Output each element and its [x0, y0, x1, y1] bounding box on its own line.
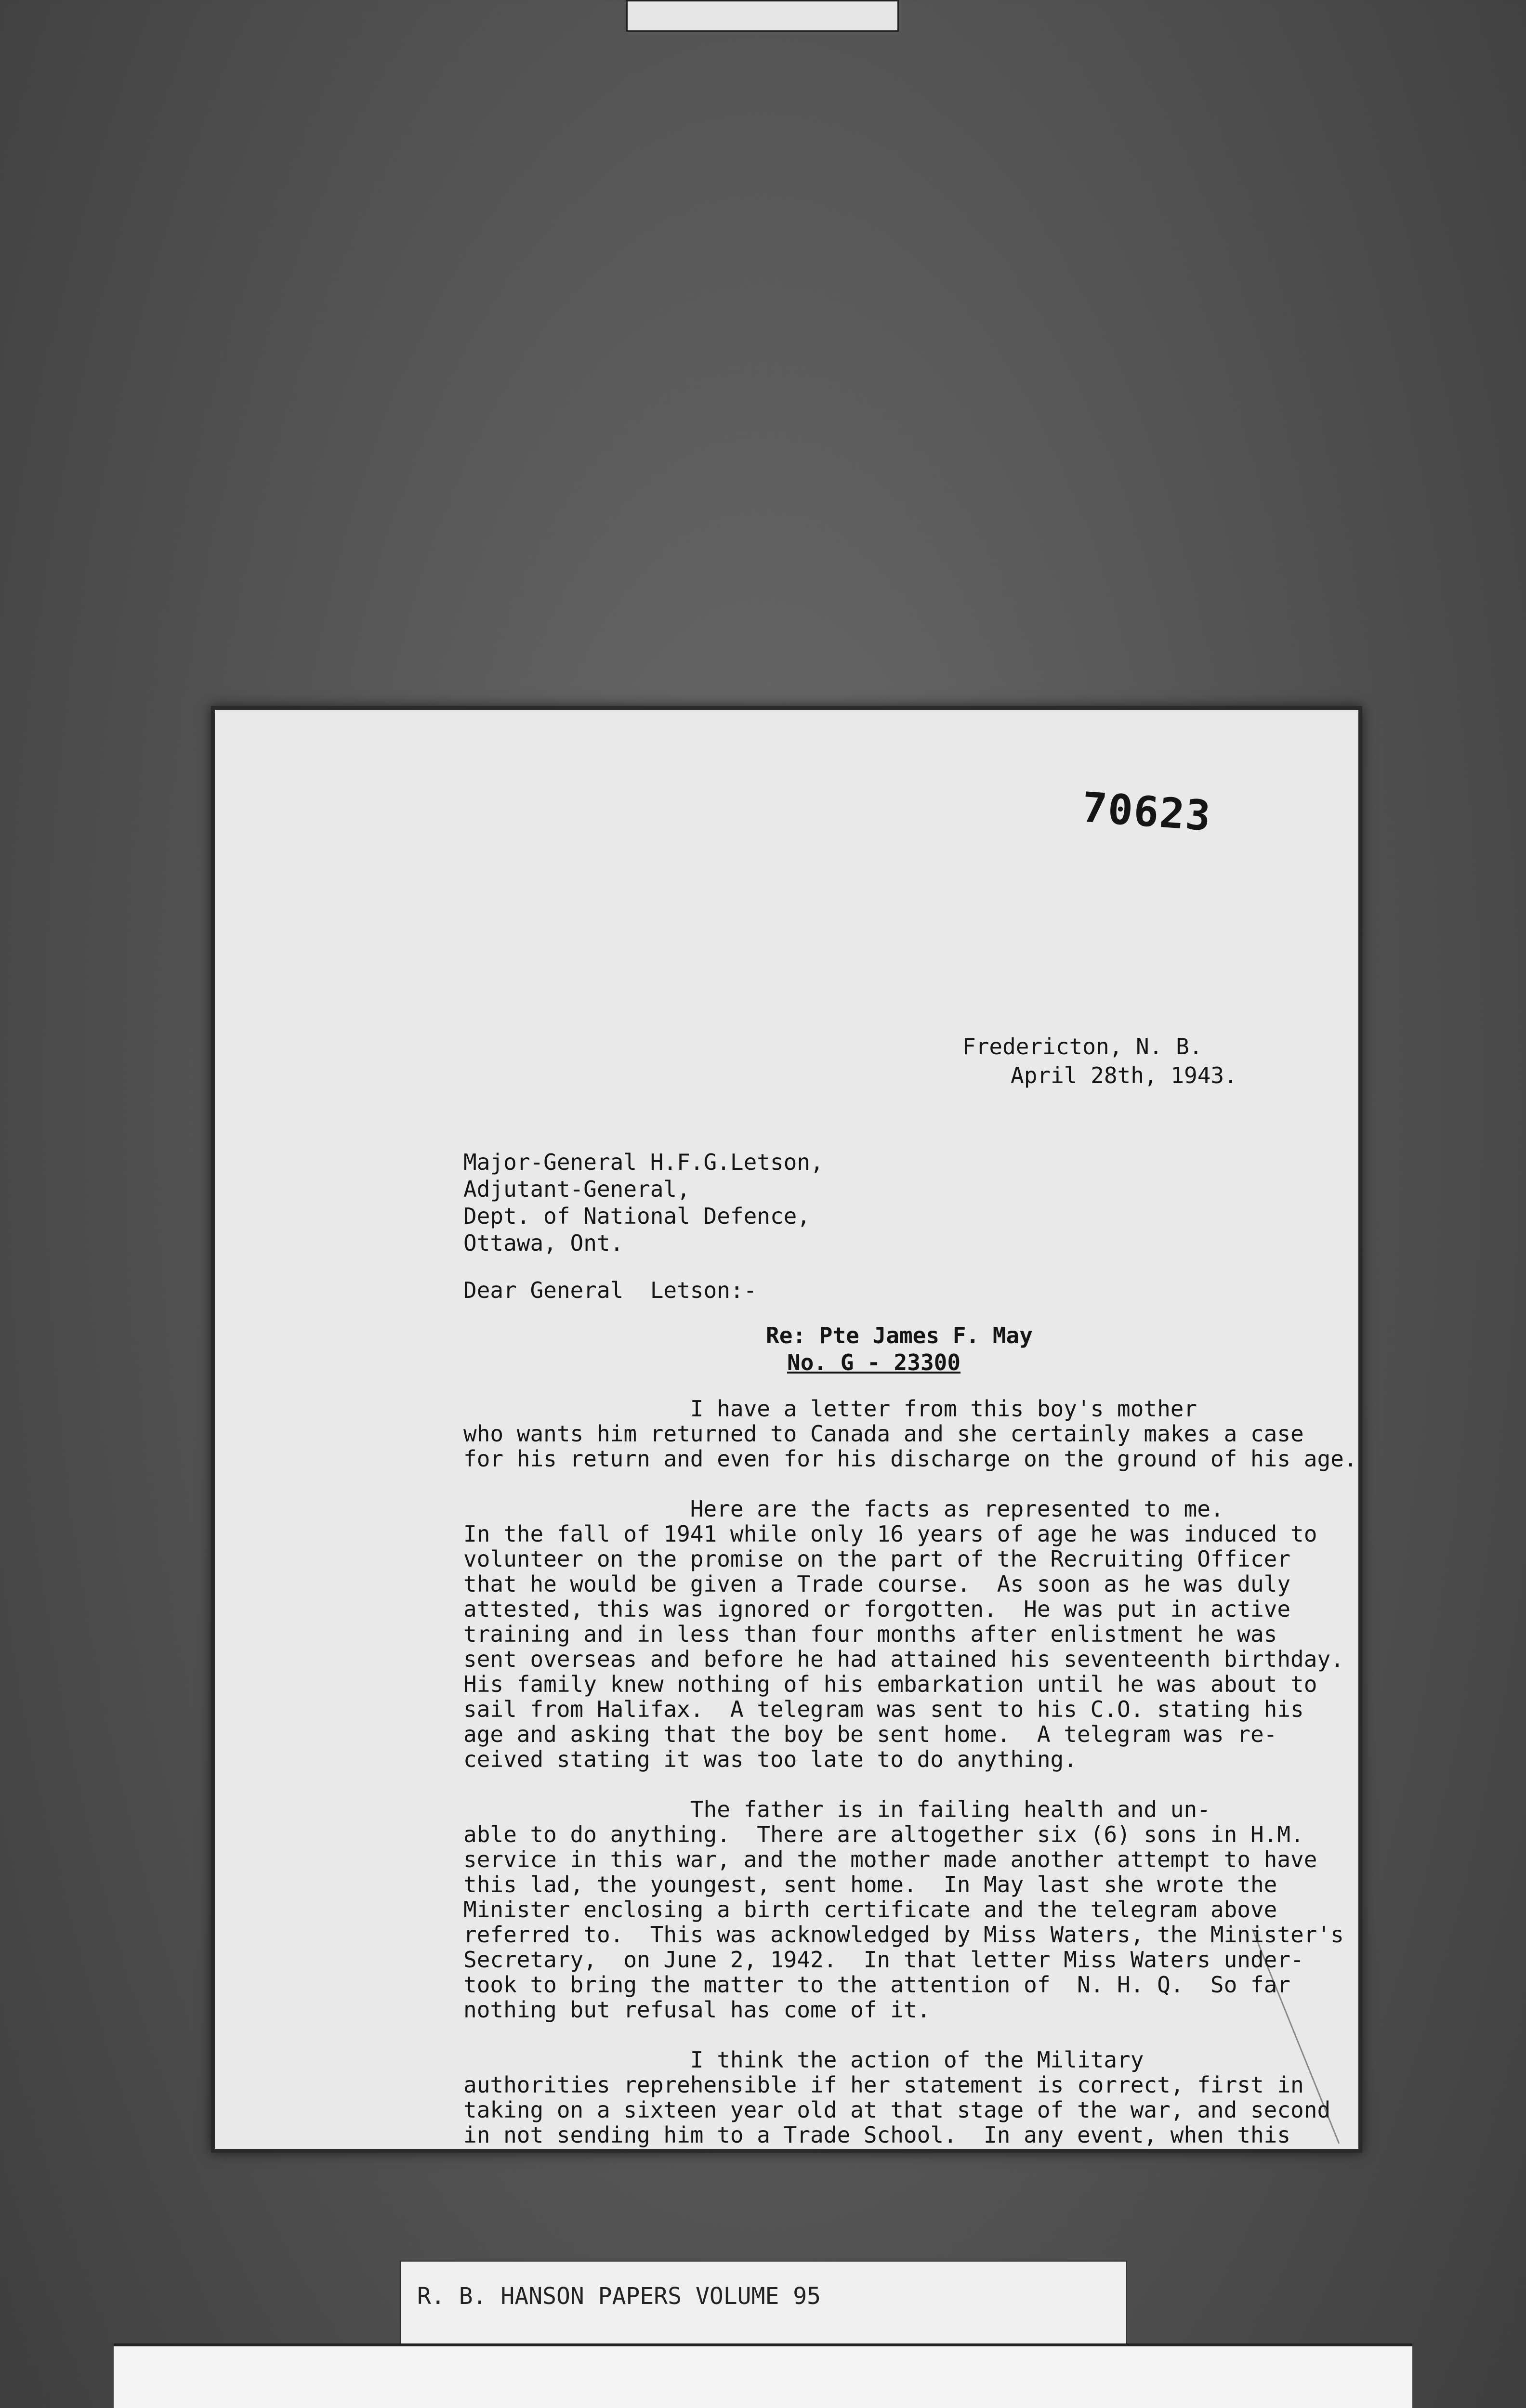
- recipient-line: Ottawa, Ont.: [463, 1230, 624, 1256]
- body-line: volunteer on the promise on the part of the Recruiting Officer: [463, 1546, 1291, 1572]
- document-number: 70623: [1080, 783, 1213, 841]
- body-line: took to bring the matter to the attention of N. H. Q. So far: [463, 1972, 1291, 1998]
- top-tab: [626, 0, 899, 32]
- letter-place: Fredericton, N. B.: [962, 1034, 1203, 1060]
- body-line: Secretary, on June 2, 1942. In that letter Miss Waters under-: [463, 1947, 1304, 1973]
- volume-label: [400, 2261, 1127, 2344]
- body-line: in not sending him to a Trade School. In any event, when this: [463, 2122, 1291, 2148]
- body-line: Here are the facts as represented to me.: [463, 1496, 1224, 1522]
- body-line: able to do anything. There are altogether six (6) sons in H.M.: [463, 1821, 1304, 1847]
- body-line: that he would be given a Trade course. As soon as he was duly: [463, 1571, 1291, 1597]
- body-line: training and in less than four months after enlistment he was: [463, 1621, 1277, 1647]
- body-line: nothing but refusal has come of it.: [463, 1997, 931, 2023]
- recipient-line: Major-General H.F.G.Letson,: [463, 1149, 824, 1175]
- body-line: I think the action of the Military: [463, 2047, 1144, 2073]
- body-line: ceived stating it was too late to do anything.: [463, 1746, 1077, 1772]
- body-line: this lad, the youngest, sent home. In May last she wrote the: [463, 1871, 1277, 1898]
- body-line: sent overseas and before he had attained his seventeenth birthday.: [463, 1646, 1344, 1672]
- body-line: referred to. This was acknowledged by Miss Waters, the Minister's: [463, 1922, 1344, 1948]
- letter-page: [211, 706, 1362, 2153]
- body-line: Minister enclosing a birth certificate and the telegram above: [463, 1897, 1277, 1923]
- archives-panel: [114, 2343, 1412, 2408]
- volume-label-text: R. B. HANSON PAPERS VOLUME 95: [417, 2283, 821, 2310]
- letter-date: April 28th, 1943.: [1011, 1062, 1237, 1088]
- body-line: I have a letter from this boy's mother: [463, 1396, 1197, 1422]
- recipient-line: Dept. of National Defence,: [463, 1203, 811, 1229]
- body-line: who wants him returned to Canada and she certainly makes a case: [463, 1421, 1304, 1447]
- salutation: Dear General Letson:-: [463, 1277, 757, 1303]
- body-line: for his return and even for his discharge on the ground of his age.: [463, 1446, 1357, 1472]
- body-line: service in this war, and the mother made another attempt to have: [463, 1846, 1317, 1872]
- body-line: age and asking that the boy be sent home. A telegram was re-: [463, 1721, 1277, 1747]
- body-line: The father is in failing health and un-: [463, 1796, 1210, 1822]
- body-line: taking on a sixteen year old at that stage of the war, and second: [463, 2097, 1331, 2123]
- body-line: His family knew nothing of his embarkation until he was about to: [463, 1671, 1317, 1697]
- recipient-line: Adjutant-General,: [463, 1176, 690, 1202]
- body-line: authorities reprehensible if her statement is correct, first in: [463, 2072, 1304, 2098]
- body-line: sail from Halifax. A telegram was sent to his C.O. stating his: [463, 1696, 1304, 1722]
- re-subject: Re: Pte James F. May: [766, 1322, 1033, 1348]
- body-line: In the fall of 1941 while only 16 years of age he was induced to: [463, 1521, 1317, 1547]
- body-line: attested, this was ignored or forgotten. He was put in active: [463, 1596, 1291, 1622]
- re-number: No. G - 23300: [787, 1349, 961, 1375]
